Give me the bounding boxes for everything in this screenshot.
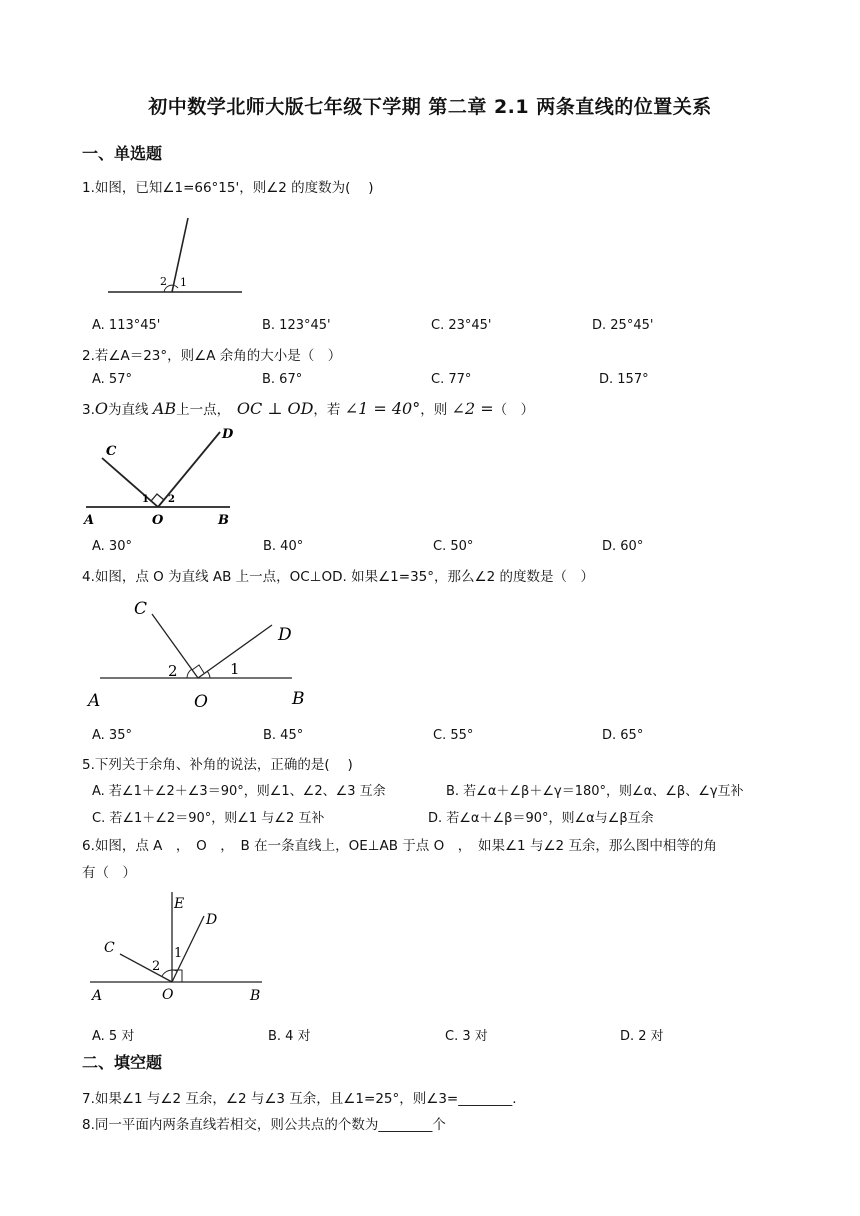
q3-option-b[interactable]: B. 40° — [263, 539, 304, 554]
q1-option-b[interactable]: B. 123°45' — [262, 318, 331, 333]
q4-label-d: D — [278, 625, 292, 645]
section-heading-single-choice: 一、单选题 — [82, 144, 163, 163]
q1-angle-2-label: 2 — [160, 275, 167, 288]
q4-label-a: A — [88, 691, 101, 711]
q3-perpendicular-expr: OC ⊥ OD — [236, 399, 314, 418]
page-title: 初中数学北师大版七年级下学期 第二章 2.1 两条直线的位置关系 — [148, 96, 712, 118]
q3-text-4: ，则 — [420, 402, 452, 418]
question-8-stem: 8.同一平面内两条直线若相交，则公共点的个数为________个 — [82, 1117, 446, 1133]
q3-point-o: O — [94, 399, 109, 418]
q6-label-a: A — [92, 988, 103, 1004]
q3-angle2-expr: ∠2 = — [451, 399, 494, 418]
q3-text-1: 为直线 — [108, 402, 153, 418]
question-5-stem: 5.下列关于余角、补角的说法，正确的是( ) — [82, 757, 353, 773]
q4-option-a[interactable]: A. 35° — [92, 728, 132, 743]
question-1-stem: 1.如图，已知∠1=66°15'，则∠2 的度数为( ) — [82, 180, 374, 196]
q5-option-a[interactable]: A. 若∠1＋∠2＋∠3＝90°，则∠1、∠2、∠3 互余 — [92, 784, 386, 799]
q4-angle-2-arc — [187, 669, 192, 678]
q3-text-3: ，若 — [313, 402, 345, 418]
q3-label-o: O — [152, 513, 164, 528]
q6-option-a[interactable]: A. 5 对 — [92, 1029, 135, 1044]
q6-option-b[interactable]: B. 4 对 — [268, 1029, 311, 1044]
q3-text-5: （ ） — [493, 402, 535, 418]
question-4-stem: 4.如图，点 O 为直线 AB 上一点，OC⊥OD. 如果∠1=35°，那么∠2 的度数是（ ） — [82, 569, 594, 585]
q6-angle-2-label: 2 — [152, 959, 161, 974]
q6-option-d[interactable]: D. 2 对 — [620, 1029, 664, 1044]
question-3-stem — [82, 398, 534, 418]
q3-option-a[interactable]: A. 30° — [92, 539, 132, 554]
section-heading-fill-blank: 二、填空题 — [82, 1053, 163, 1072]
q4-angle-1-arc — [207, 671, 210, 678]
q3-text-2: 上一点， — [176, 402, 237, 418]
question-3-figure — [80, 424, 240, 530]
q3-ray-oc — [102, 458, 158, 507]
q4-label-o: O — [194, 692, 208, 712]
q2-option-d[interactable]: D. 157° — [599, 372, 649, 387]
q3-right-angle-mark — [151, 494, 164, 501]
question-6-stem-line2: 有（ ） — [82, 865, 136, 881]
q3-label-d: D — [222, 427, 234, 442]
question-6-figure — [86, 888, 276, 1008]
question-7-stem: 7.如果∠1 与∠2 互余，∠2 与∠3 互余，且∠1=25°，则∠3=________. — [82, 1091, 517, 1107]
q6-angle-1-label: 1 — [174, 946, 183, 961]
q4-angle-2-label: 2 — [168, 662, 178, 680]
q4-angle-1-label: 1 — [230, 660, 240, 678]
q1-option-d[interactable]: D. 25°45' — [592, 318, 654, 333]
q2-option-b[interactable]: B. 67° — [262, 372, 303, 387]
q5-option-d[interactable]: D. 若∠α＋∠β＝90°，则∠α与∠β互余 — [428, 811, 654, 826]
q1-option-c[interactable]: C. 23°45' — [431, 318, 492, 333]
question-6-stem-line1: 6.如图，点 A ， O ， B 在一条直线上，OE⊥AB 于点 O ， 如果∠1 与∠2 互余，那么图中相等的角 — [82, 838, 717, 854]
question-1-figure — [100, 212, 250, 302]
q3-angle1-expr: ∠1 = 40° — [344, 399, 421, 418]
q6-label-b: B — [250, 988, 261, 1004]
q6-label-d: D — [206, 912, 218, 928]
question-4-figure — [86, 594, 316, 714]
q4-label-b: B — [292, 689, 305, 709]
q4-option-b[interactable]: B. 45° — [263, 728, 304, 743]
q3-number: 3. — [82, 402, 95, 418]
q3-option-d[interactable]: D. 60° — [602, 539, 644, 554]
q6-ray-oc — [120, 954, 172, 982]
q2-option-c[interactable]: C. 77° — [431, 372, 472, 387]
q6-label-e: E — [174, 896, 185, 912]
q2-option-a[interactable]: A. 57° — [92, 372, 132, 387]
q4-option-d[interactable]: D. 65° — [602, 728, 644, 743]
q5-option-c[interactable]: C. 若∠1＋∠2＝90°，则∠1 与∠2 互补 — [92, 811, 325, 826]
q5-option-b[interactable]: B. 若∠α＋∠β＋∠γ＝180°，则∠α、∠β、∠γ互补 — [446, 784, 744, 799]
q3-label-c: C — [106, 444, 117, 459]
q6-angle-2-arc — [162, 970, 172, 976]
q3-label-b: B — [218, 513, 229, 528]
q3-angle-1-label: 1 — [142, 494, 149, 505]
q1-angle-1-label: 1 — [180, 276, 187, 289]
q6-label-c: C — [104, 940, 115, 956]
q3-angle-2-label: 2 — [168, 494, 175, 505]
q4-option-c[interactable]: C. 55° — [433, 728, 474, 743]
question-2-stem: 2.若∠A＝23°，则∠A 余角的大小是（ ） — [82, 348, 342, 364]
q3-label-a: A — [84, 513, 95, 528]
q1-option-a[interactable]: A. 113°45' — [92, 318, 161, 333]
q6-label-o: O — [162, 987, 174, 1003]
q3-option-c[interactable]: C. 50° — [433, 539, 474, 554]
q6-option-c[interactable]: C. 3 对 — [445, 1029, 488, 1044]
q3-line-ab: AB — [152, 399, 177, 418]
q4-label-c: C — [134, 599, 148, 619]
